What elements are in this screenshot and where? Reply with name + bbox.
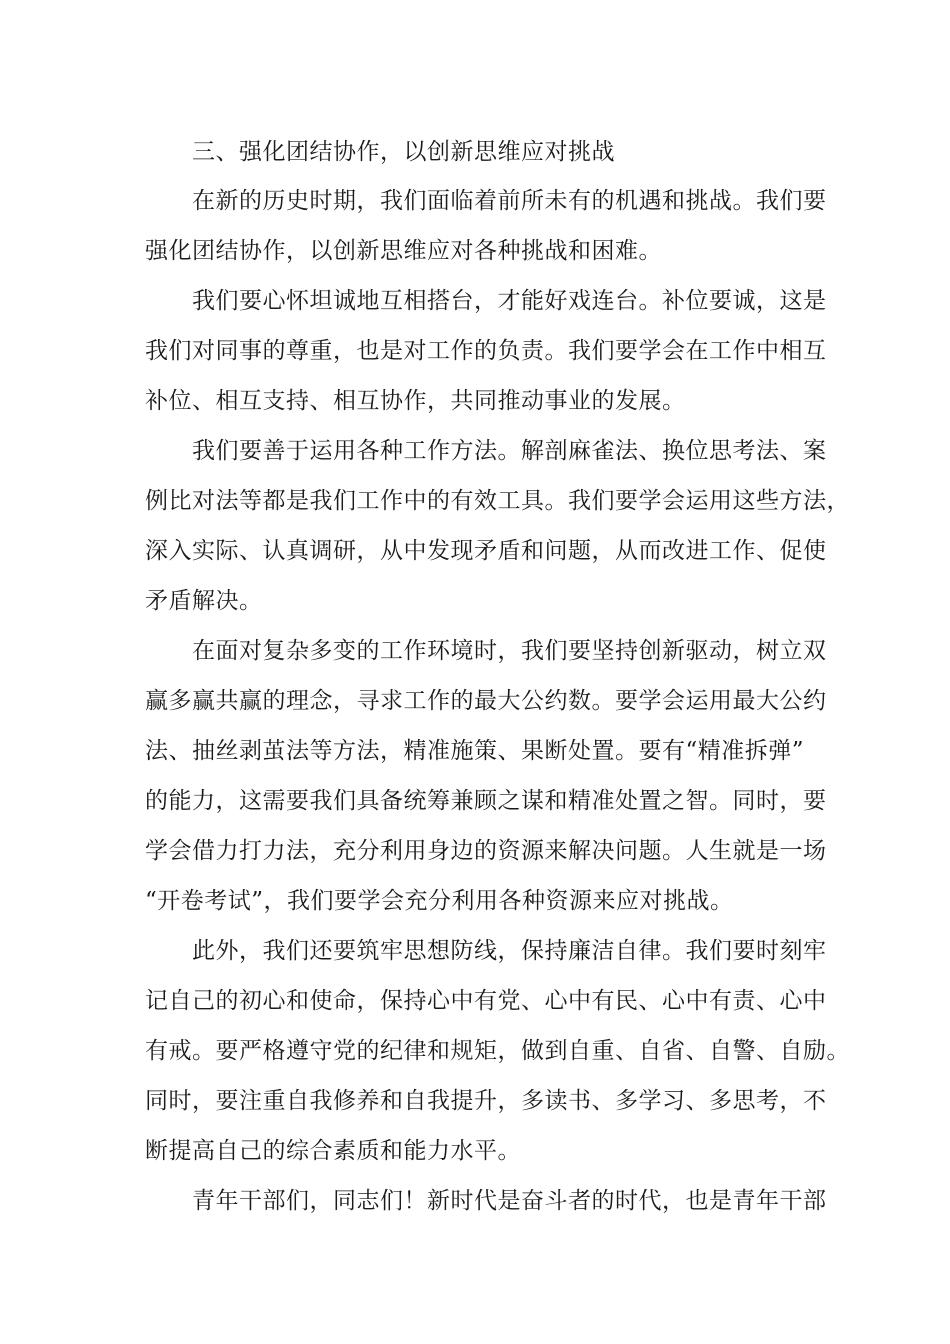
paragraph-line: 矛盾解决。 [145,588,263,614]
paragraph-line: 断提高自己的综合素质和能力水平。 [145,1138,521,1164]
section-heading: 三、强化团结协作，以创新思维应对挑战 [192,139,615,165]
paragraph-line: 记自己的初心和使命，保持心中有党、心中有民、心中有责、心中 [145,988,827,1014]
paragraph-line: 例比对法等都是我们工作中的有效工具。我们要学会运用这些方法， [145,488,850,514]
paragraph-line: 的能力，这需要我们具备统筹兼顾之谋和精准处置之智。同时，要 [145,788,827,814]
paragraph-line: 我们要心怀坦诚地互相搭台，才能好戏连台。补位要诚，这是 [192,288,827,314]
paragraph-line: 有戒。要严格遵守党的纪律和规矩，做到自重、自省、自警、自励。 [145,1038,850,1064]
paragraph-line: 补位、相互支持、相互协作，共同推动事业的发展。 [145,388,686,414]
paragraph-line: 此外，我们还要筑牢思想防线，保持廉洁自律。我们要时刻牢 [192,938,827,964]
paragraph-line: 深入实际、认真调研，从中发现矛盾和问题，从而改进工作、促使 [145,538,827,564]
paragraph-line: 同时，要注重自我修养和自我提升，多读书、多学习、多思考，不 [145,1088,827,1114]
paragraph-line: 在面对复杂多变的工作环境时，我们要坚持创新驱动，树立双 [192,638,827,664]
paragraph-line: 强化团结协作，以创新思维应对各种挑战和困难。 [145,238,662,264]
paragraph-line: 赢多赢共赢的理念，寻求工作的最大公约数。要学会运用最大公约 [145,688,827,714]
paragraph-line: 我们对同事的尊重，也是对工作的负责。我们要学会在工作中相互 [145,338,827,364]
paragraph-line: 我们要善于运用各种工作方法。解剖麻雀法、换位思考法、案 [192,438,827,464]
paragraph-line: 青年干部们，同志们！新时代是奋斗者的时代，也是青年干部 [192,1188,827,1214]
paragraph-line: “开卷考试”，我们要学会充分利用各种资源来应对挑战。 [145,888,734,914]
paragraph-line: 法、抽丝剥茧法等方法，精准施策、果断处置。要有“精准拆弹” [145,738,805,764]
paragraph-line: 学会借力打力法，充分利用身边的资源来解决问题。人生就是一场 [145,838,827,864]
paragraph-line: 在新的历史时期，我们面临着前所未有的机遇和挑战。我们要 [192,188,827,214]
